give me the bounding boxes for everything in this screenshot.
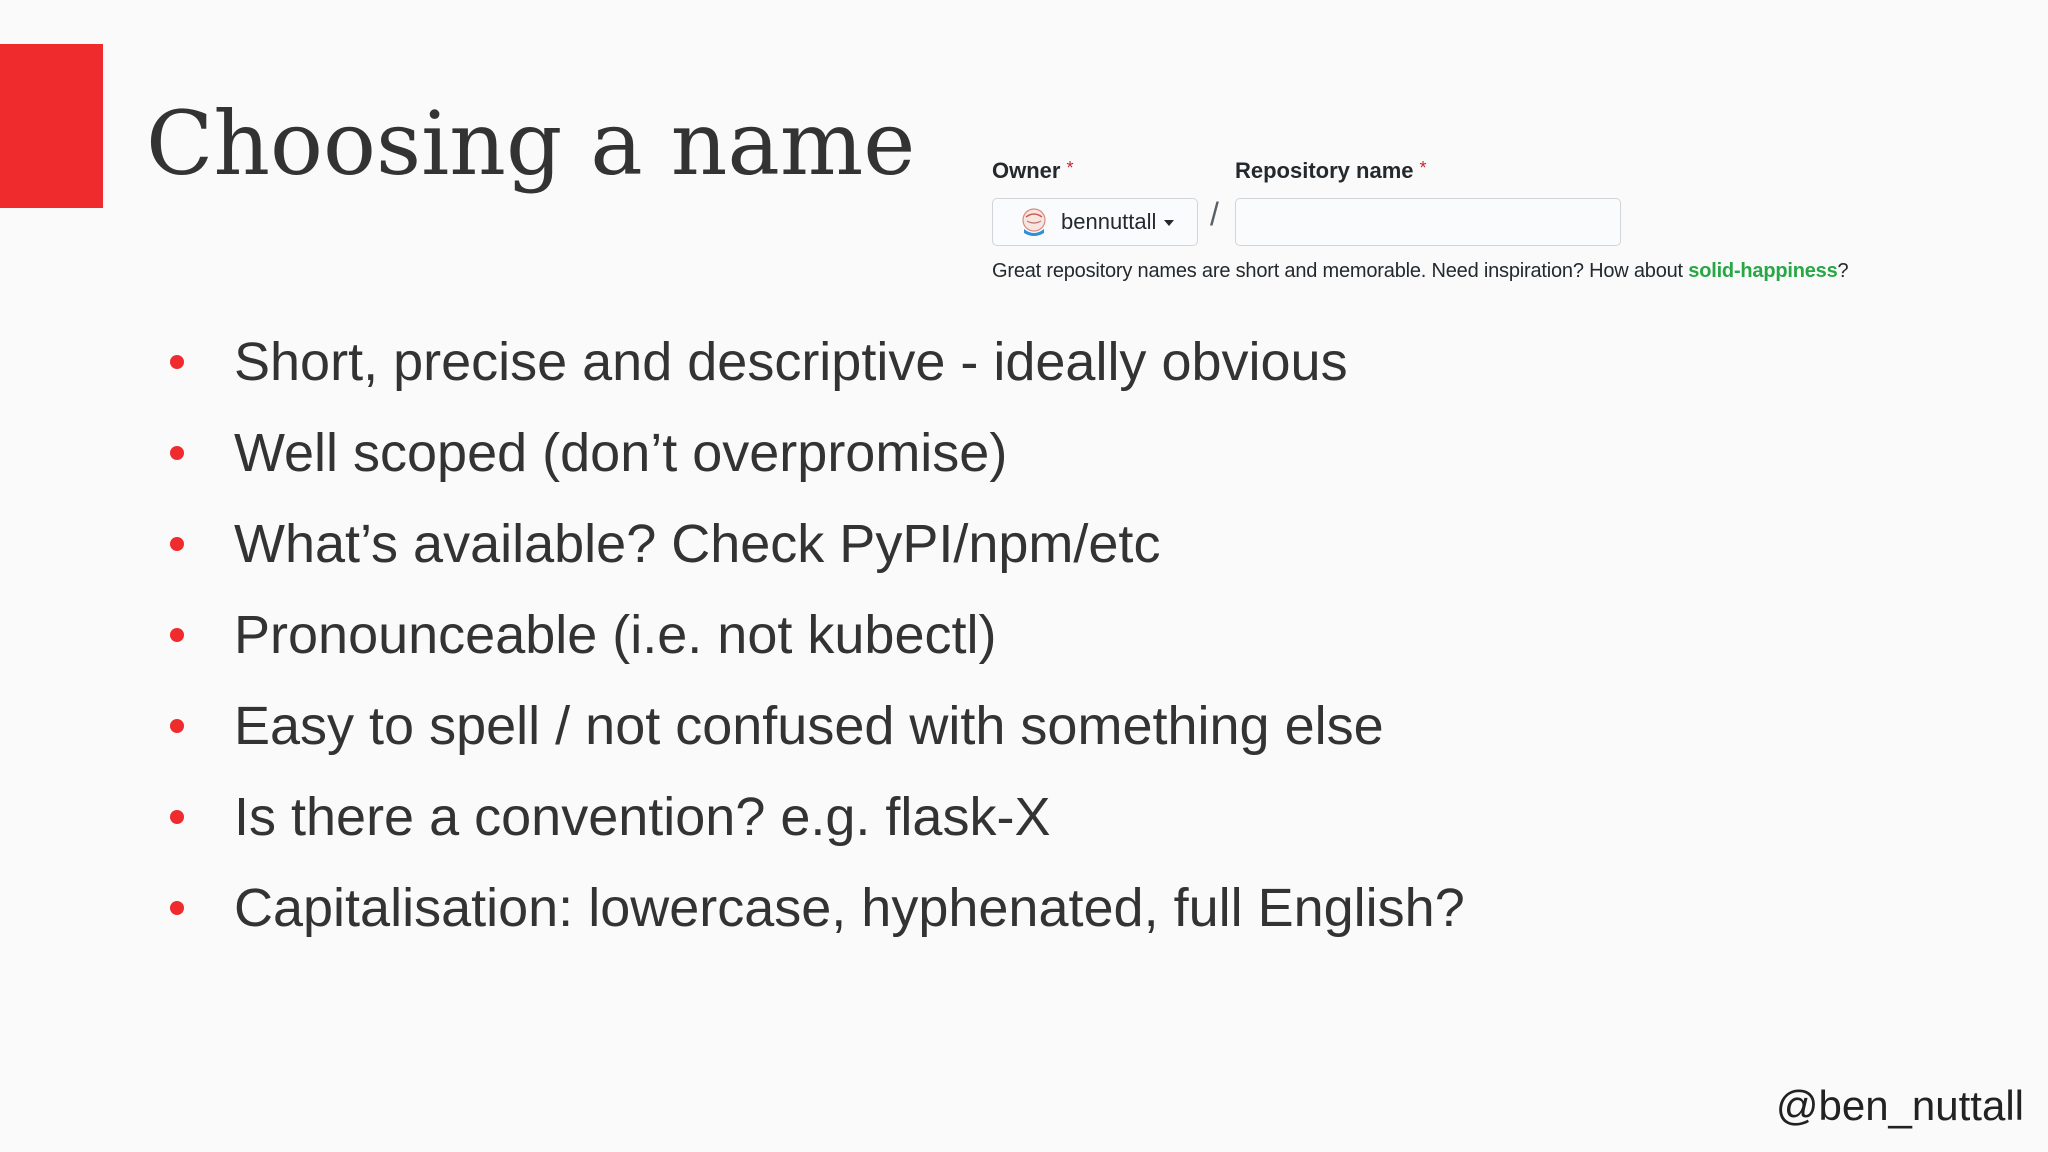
list-item [160, 407, 1465, 498]
owner-label [992, 158, 1073, 184]
bullet-text: Is there a convention? e.g. flask-X [234, 786, 1051, 847]
repository-name-required-marker: * [1419, 158, 1427, 178]
owner-dropdown[interactable] [992, 198, 1198, 246]
author-handle: @ben_nuttall [1775, 1082, 2024, 1129]
hint-text: Great repository names are short and memorable. Need inspiration? How about [992, 260, 1689, 282]
bullet-dot-icon [170, 537, 184, 551]
bullet-dot-icon [170, 446, 184, 460]
repo-name-form [980, 148, 1980, 298]
owner-label-text: Owner [992, 158, 1061, 183]
owner-repo-separator: / [1210, 196, 1219, 232]
list-item [160, 680, 1465, 771]
repository-name-label [1235, 158, 1427, 184]
bullet-text: Short, precise and descriptive - ideally obvious [234, 331, 1348, 392]
bullet-dot-icon [170, 719, 184, 733]
chevron-down-icon [1164, 220, 1174, 226]
bullet-dot-icon [170, 355, 184, 369]
slide-title: Choosing a name [146, 92, 916, 195]
bullet-text: Easy to spell / not confused with something else [234, 695, 1384, 756]
hint-suffix: ? [1837, 260, 1849, 282]
repository-name-label-text: Repository name [1235, 158, 1414, 183]
list-item [160, 498, 1465, 589]
owner-dropdown-value: bennuttall [1061, 209, 1157, 234]
bullet-text: Pronounceable (i.e. not kubectl) [234, 604, 997, 665]
bullet-dot-icon [170, 810, 184, 824]
bullet-text: What’s available? Check PyPI/npm/etc [234, 513, 1161, 574]
repository-name-hint [992, 260, 1848, 283]
bullet-dot-icon [170, 901, 184, 915]
name-suggestion-link[interactable]: solid-happiness [1688, 260, 1838, 282]
list-item [160, 862, 1465, 953]
repository-name-input[interactable] [1235, 198, 1621, 246]
list-item [160, 771, 1465, 862]
bullet-list [160, 316, 1465, 953]
list-item [160, 316, 1465, 407]
bullet-text: Capitalisation: lowercase, hyphenated, full English? [234, 877, 1465, 938]
list-item [160, 589, 1465, 680]
bullet-text: Well scoped (don’t overpromise) [234, 422, 1008, 483]
title-accent-bar [0, 44, 103, 208]
owner-required-marker: * [1066, 158, 1074, 178]
bullet-dot-icon [170, 628, 184, 642]
owner-avatar-icon [1019, 207, 1049, 237]
